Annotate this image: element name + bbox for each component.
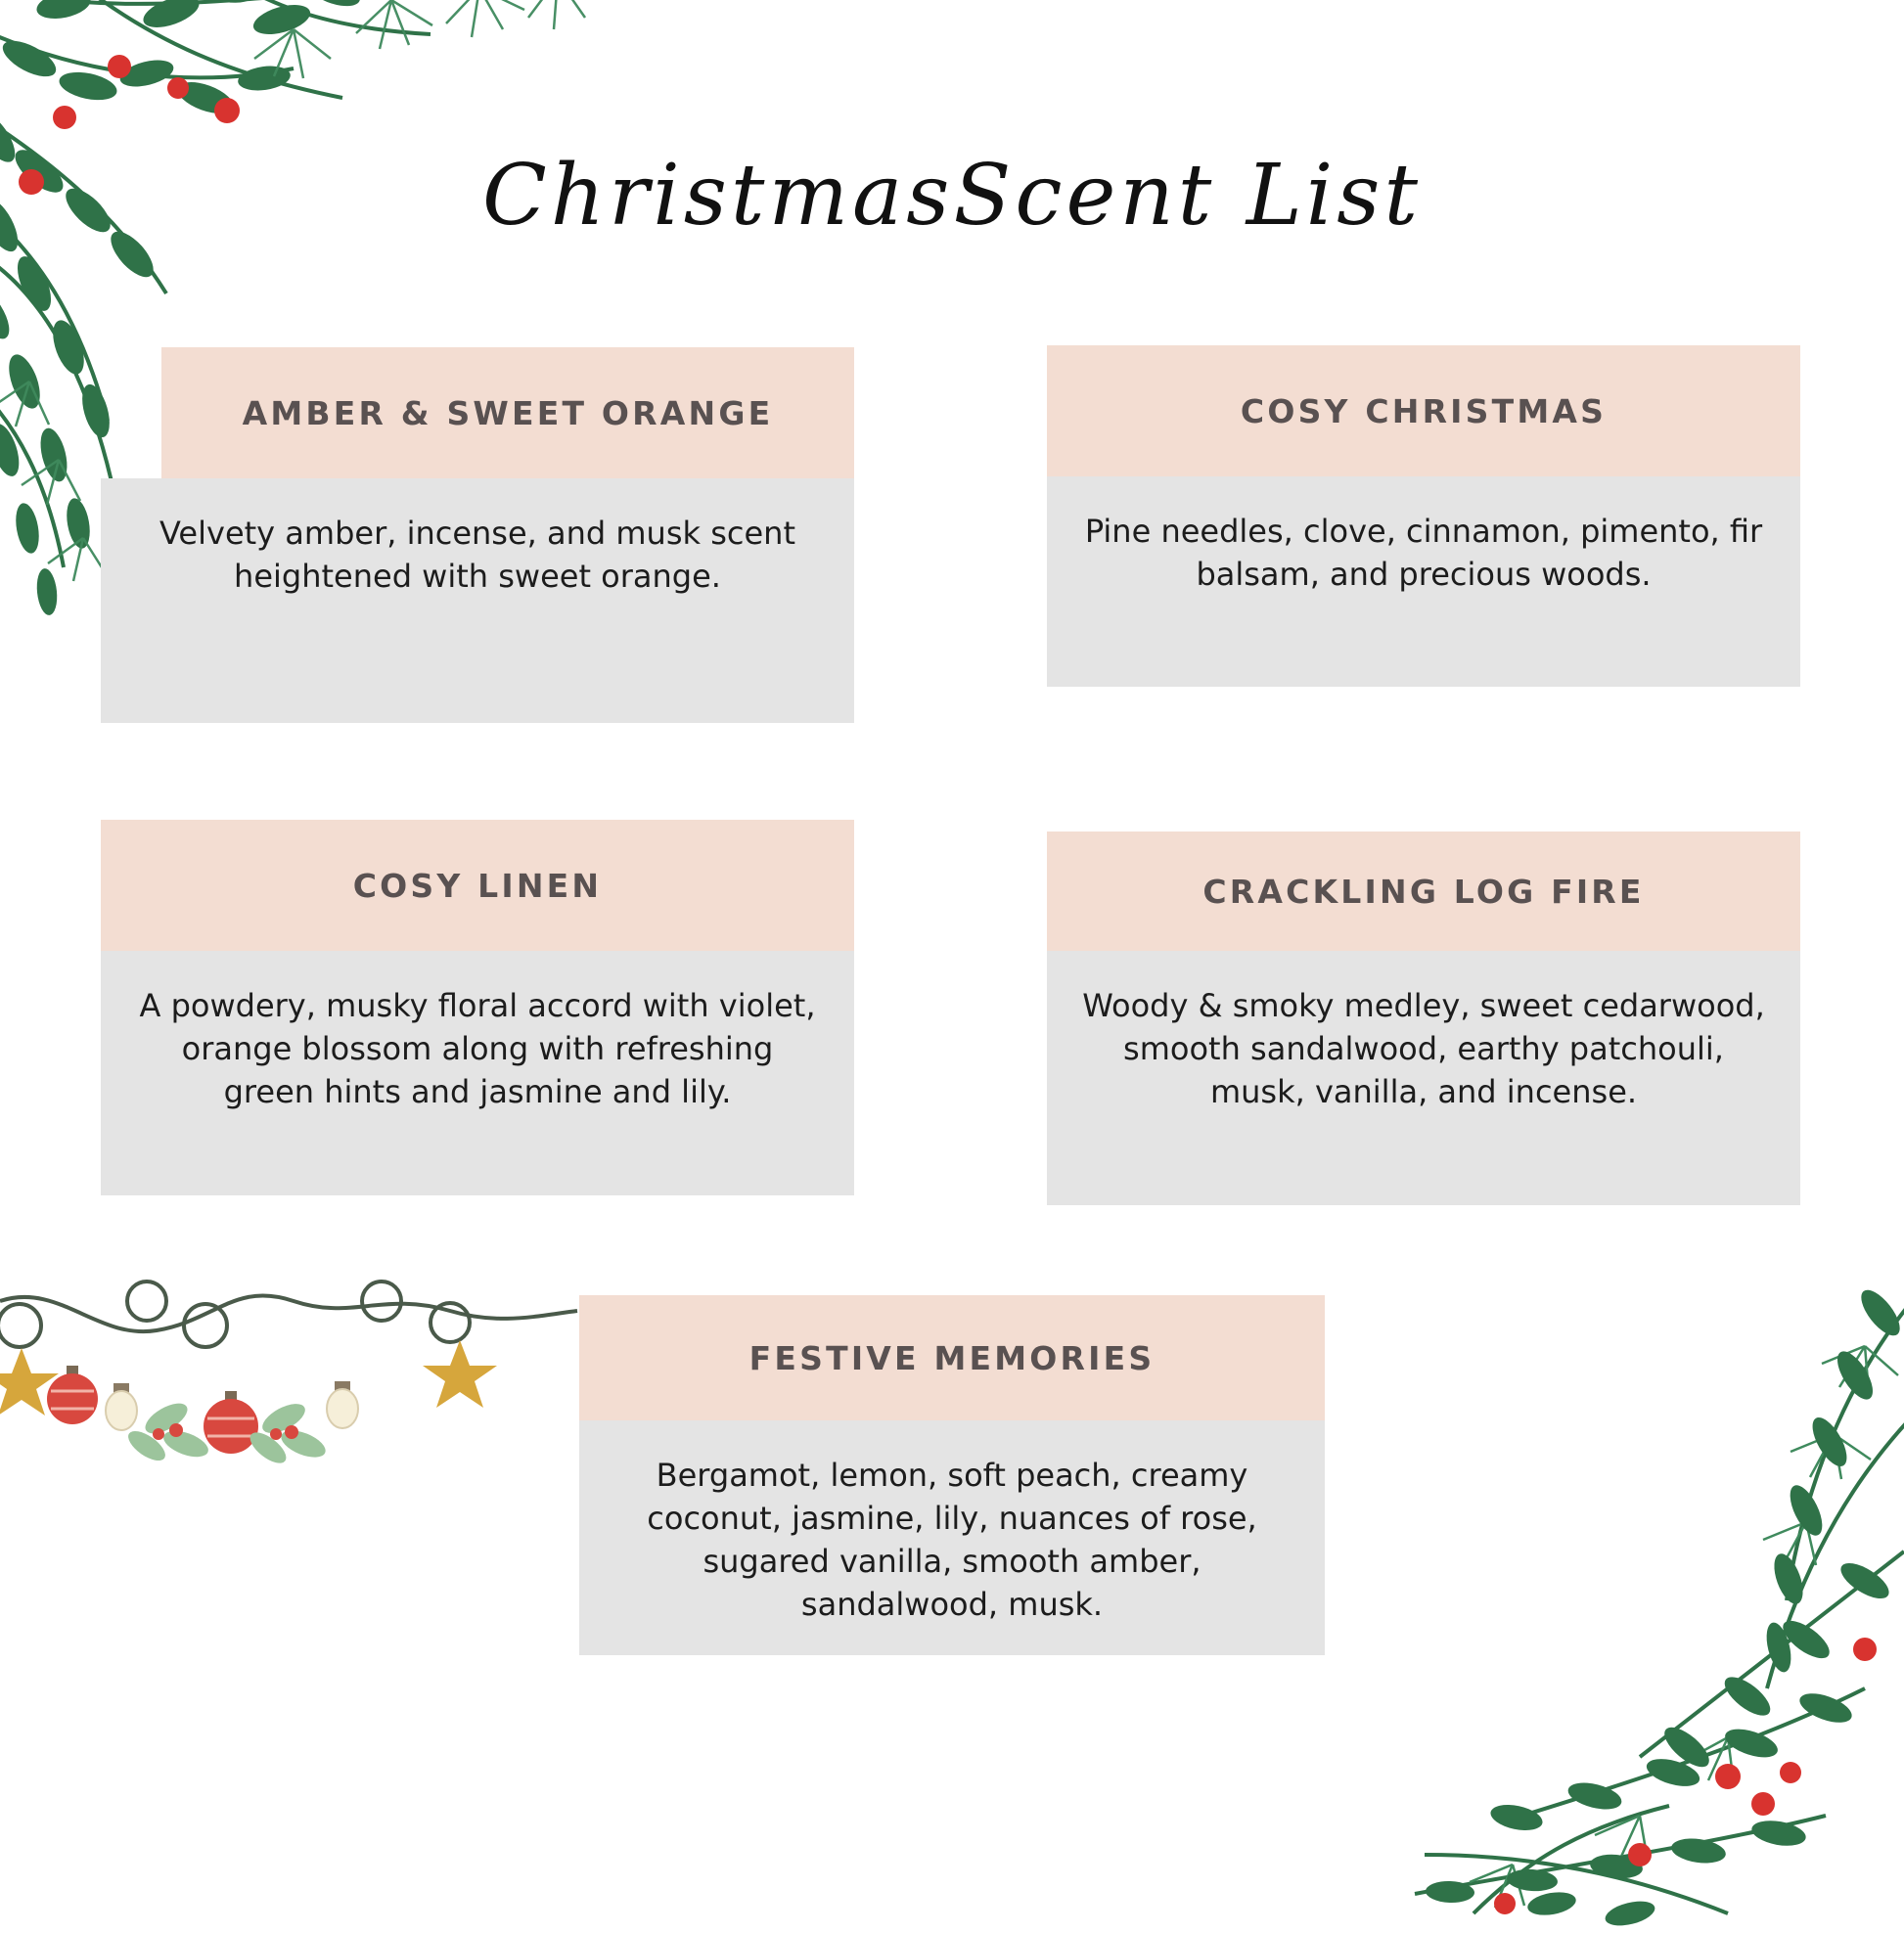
scent-card-cosy-linen [101,820,854,1195]
scent-card-description: Pine needles, clove, cinnamon, pimento, fir balsam, and precious woods. [1047,476,1800,687]
scent-card-description: Velvety amber, incense, and musk scent heightened with sweet orange. [101,478,854,723]
scent-card-description: Woody & smoky medley, sweet cedarwood, smooth sandalwood, earthy patchouli, musk, vanilla, and incense. [1047,951,1800,1205]
scent-card-cosy-christmas [1047,345,1800,687]
scent-card-title: COSY LINEN [101,820,854,951]
scent-card-description: A powdery, musky floral accord with violet, orange blossom along with refreshing green hints and jasmine and lily. [101,951,854,1195]
scent-card-title: AMBER & SWEET ORANGE [161,347,854,478]
scent-card-description: Bergamot, lemon, soft peach, creamy coconut, jasmine, lily, nuances of rose, sugared vanilla, smooth amber, sandalwood, musk. [579,1420,1325,1655]
scent-card-title: COSY CHRISTMAS [1047,345,1800,476]
scent-card-title: CRACKLING LOG FIRE [1047,832,1800,951]
christmas-garland-icon [0,1272,587,1526]
scent-card-festive-memories [579,1295,1325,1655]
page-title: ChristmasScent List [0,147,1904,245]
scent-card-title: FESTIVE MEMORIES [579,1295,1325,1420]
scent-card-crackling-log-fire [1047,832,1800,1205]
scent-card-amber-sweet-orange [101,347,854,723]
